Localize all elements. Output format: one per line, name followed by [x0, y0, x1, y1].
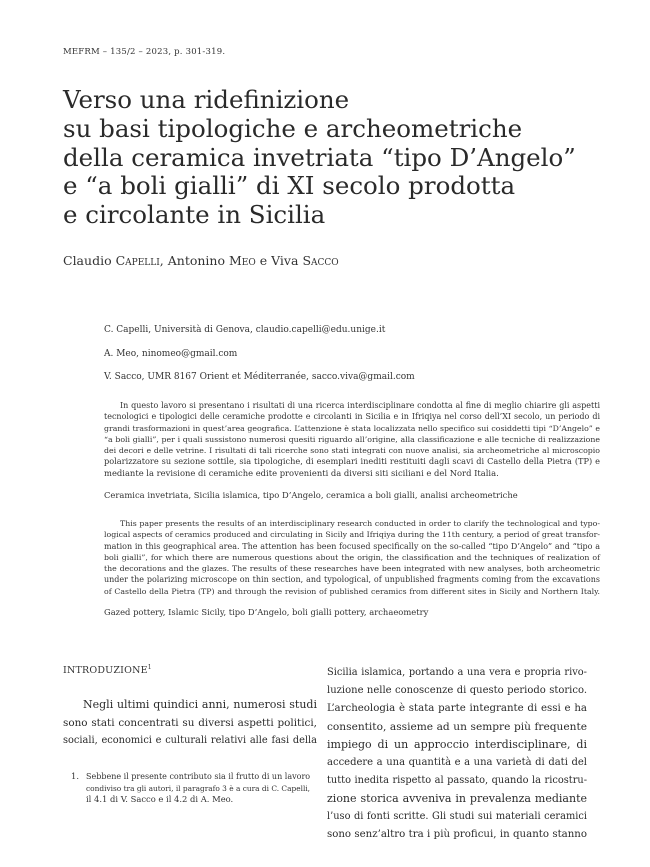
right-column — [327, 664, 587, 844]
footnote-number: 1. — [71, 771, 79, 781]
title-line: della ceramica invetriata “tipo D’Angelo” — [63, 142, 576, 172]
footnote — [63, 771, 317, 806]
title-line: Verso una ridefinizione — [63, 85, 350, 114]
abstract-line: This paper presents the results of an interdisciplinary research conducted in order to clarify the technological and typo- — [120, 519, 600, 528]
author-last-name: Sacco — [302, 253, 339, 268]
author-last-name: Capelli — [115, 253, 160, 268]
author-first-name: Antonino — [167, 253, 226, 268]
author-separator: , — [159, 253, 164, 268]
footnote-text — [86, 771, 317, 806]
abstract-line: the decorations and the glazes. The results of these researches have been integrated with new analyses, both archeometric — [104, 564, 600, 574]
author-conjunction: e — [259, 253, 268, 268]
body-line: consentito, assieme ad un sempre più frequente — [327, 721, 587, 733]
abstract-line: logical aspects of ceramics produced and circulating in Sicily and Ifriqiya during the 11th century, a period of great transfor- — [104, 530, 600, 540]
section-title: INTRODUZIONE — [63, 665, 148, 677]
footnote-line: il 4.1 di V. Sacco e il 4.2 di A. Meo. — [86, 794, 234, 805]
title-line: e circolante in Sicilia — [63, 200, 326, 230]
body-line: l’uso di fonti scritte. Gli studi sui materiali ceramici — [327, 811, 587, 822]
abstract-line: grandi trasformazioni in quest’area geografica. L’attenzione è stata localizzata nello specifico sui cosiddetti tipi “D’Angelo” e — [104, 423, 600, 433]
abstract-line: under the polarizing microscope on thin section, and typological, of unpublished fragments coming from the excavations — [104, 575, 600, 585]
abstract-line: polarizzatore su sezione sottile, sia tipologiche, di esemplari inediti restituiti dagli scavi di Castello della Pietra (TP) e — [104, 456, 600, 467]
body-line: accedere a una quantità e a una varietà di dati del — [327, 757, 587, 768]
body-line: luzione nelle conoscenze di questo periodo storico. — [327, 685, 587, 696]
abstract-line: dei decori e delle vetrine. I risultati di tali ricerche sono stati integrati con nuove analisi, sia archeometriche al microscopio — [104, 446, 600, 456]
author-first-name: Claudio — [63, 253, 112, 268]
body-line: L’archeologia è stata parte integrante di essi e ha — [327, 703, 587, 714]
affiliation-capelli: C. Capelli, Università di Genova, claudio.capelli@edu.unige.it — [104, 325, 386, 335]
author-last-name: Meo — [229, 253, 256, 268]
body-line: impiego di un approccio interdisciplinare, di — [327, 738, 587, 751]
affiliation-meo: A. Meo, ninomeo@gmail.com — [104, 348, 238, 359]
abstract-line: of Castello della Pietra (TP) and through the revision of published ceramics from different sites in Sicily and Northern Italy. — [104, 586, 600, 596]
author-first-name: Viva — [271, 253, 299, 268]
abstract-line: mediante la revisione di ceramiche edite provenienti da diversi siti siciliani e del Nord Italia. — [104, 467, 499, 478]
abstract-line: tecnologici e tipologici delle ceramiche prodotte e circolanti in Sicilia e in Ifriqiya nel corso dell’XI secolo, un periodo di — [104, 412, 600, 422]
body-line: Negli ultimi quindici anni, numerosi studi — [83, 698, 317, 712]
body-line: Sicilia islamica, portando a una vera e propria rivo- — [327, 667, 587, 678]
abstract-line: mation in this geographical area. The attention has been focused specifically on the so-called “tipo D’Angelo” and “tipo a — [104, 541, 600, 551]
body-line: sono stati concentrati su diversi aspetti politici, — [63, 717, 317, 730]
abstract-line: boli gialli”, for which there are numerous questions about the origin, the classification and the techniques of realization of — [104, 552, 600, 562]
body-line: tutto inedita rispetto al passato, quando la ricostru- — [327, 775, 587, 786]
body-line: zione storica avveniva in prevalenza mediante — [327, 792, 587, 805]
title-line: e “a boli gialli” di XI secolo prodotta — [63, 171, 516, 201]
left-column — [63, 664, 317, 750]
intro-paragraph — [63, 696, 317, 750]
abstract-line: “a boli gialli”, per i quali sussistono numerosi quesiti riguardo all’origine, alla classificazione e alle tecniche di realizzazione — [104, 434, 600, 444]
keywords-italian: Ceramica invetriata, Sicilia islamica, tipo D’Angelo, ceramica a boli gialli, analisi archeometriche — [104, 490, 518, 500]
affiliation-sacco: V. Sacco, UMR 8167 Orient et Méditerranée, sacco.viva@gmail.com — [104, 372, 415, 382]
abstract-italian — [104, 400, 600, 479]
article-title — [63, 86, 603, 230]
title-line: su basi tipologiche e archeometriche — [63, 113, 523, 143]
footnote-marker[interactable]: 1 — [147, 664, 152, 671]
footnote-line: condiviso tra gli autori, il paragrafo 3 è a cura di C. Capelli, — [86, 783, 311, 793]
abstract-line: In questo lavoro si presentano i risultati di una ricerca interdisciplinare condotta al fine di meglio chiarire gli aspetti — [120, 401, 600, 410]
body-line: sociali, economici e culturali relativi alle fasi della — [63, 735, 317, 747]
affiliations — [104, 325, 415, 396]
abstract-english — [104, 518, 600, 597]
journal-citation: MEFRM – 135/2 – 2023, p. 301-319. — [63, 47, 226, 57]
section-heading — [63, 664, 317, 676]
body-line: sono senz’altro tra i più proficui, in quanto stanno — [327, 829, 587, 840]
keywords-english: Gazed pottery, Islamic Sicily, tipo D’Angelo, boli gialli pottery, archaeometry — [104, 607, 429, 617]
footnote-line: Sebbene il presente contributo sia il frutto di un lavoro — [86, 772, 311, 781]
author-list — [63, 253, 339, 268]
